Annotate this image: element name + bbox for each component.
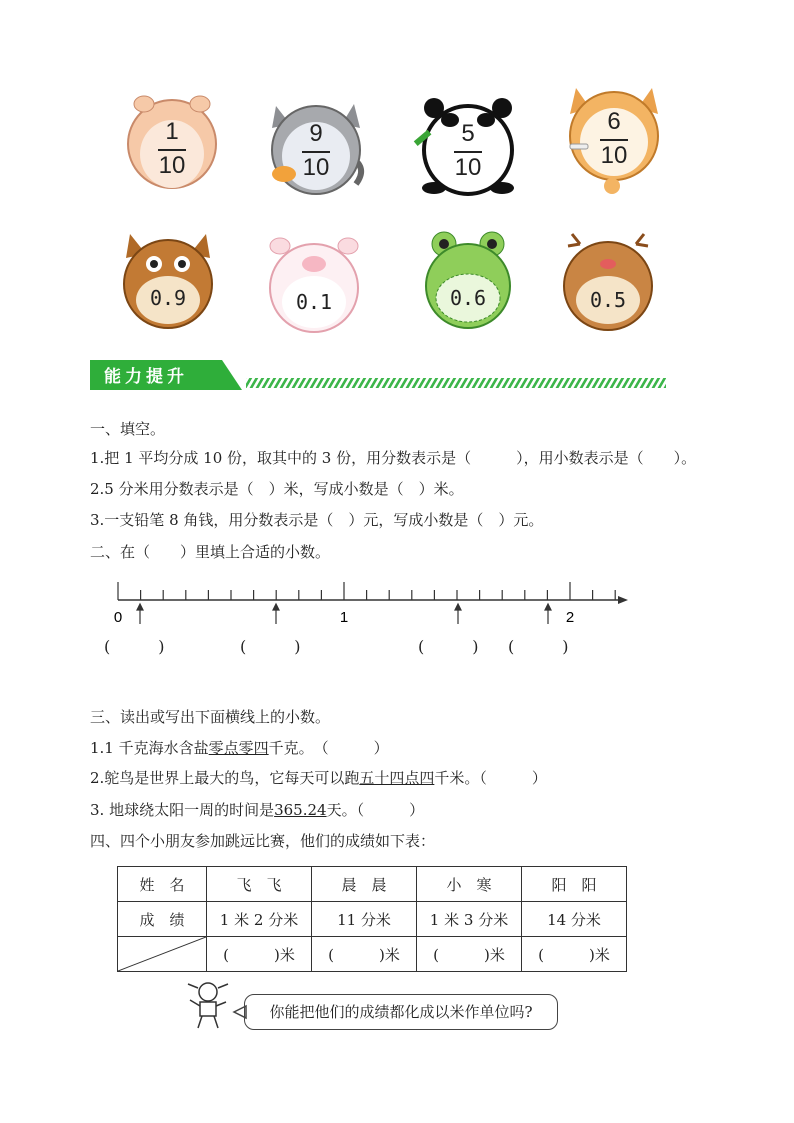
fraction-bar xyxy=(454,151,482,153)
fraction-denominator: 10 xyxy=(600,142,628,169)
score-cell: 11 分米 xyxy=(312,902,417,937)
fraction-denominator: 10 xyxy=(302,154,330,181)
reading-item-3-pre: 3. 地球绕太阳一周的时间是 xyxy=(90,801,275,819)
name-cell: 晨 晨 xyxy=(312,867,417,902)
name-cell: 阳 阳 xyxy=(522,867,627,902)
score-label: 成 绩 xyxy=(118,902,207,937)
reading-item-2 xyxy=(90,767,547,788)
banner-title: 能力提升 xyxy=(104,367,188,387)
fraction-numerator: 9 xyxy=(309,120,323,147)
reading-item-3 xyxy=(90,799,424,820)
frog-decimal-badge xyxy=(420,232,516,328)
fraction-numerator: 6 xyxy=(607,108,621,135)
answer-cell[interactable]: ( )米 xyxy=(522,937,627,972)
fraction-numerator: 1 xyxy=(165,118,179,145)
section-2-title: 二、在（ ）里填上合适的小数。 xyxy=(90,543,331,561)
deer-face-icon xyxy=(560,234,656,330)
number-line-label-2: 2 xyxy=(565,609,575,626)
owl-face-icon xyxy=(120,234,216,330)
diagonal-cell xyxy=(118,937,207,972)
reading-item-1-pre: 1.1 千克海水含盐 xyxy=(90,739,209,757)
pig-decimal-badge xyxy=(266,236,362,332)
table-row-answers xyxy=(118,937,627,972)
reading-item-2-underlined: 五十四点四 xyxy=(359,769,435,787)
deer-decimal-badge xyxy=(560,234,656,330)
table-row-names xyxy=(118,867,627,902)
diagonal-line xyxy=(118,937,206,971)
name-cell: 飞 飞 xyxy=(207,867,312,902)
fraction-denominator: 10 xyxy=(158,152,186,179)
section-3-title: 三、读出或写出下面横线上的小数。 xyxy=(90,708,331,726)
number-line-label-0: 0 xyxy=(113,609,123,626)
number-line-blank-1[interactable]: ( ) xyxy=(104,637,165,656)
dog-fraction-badge xyxy=(566,86,662,182)
decimal-value: 0.5 xyxy=(589,288,627,312)
answer-cell[interactable]: ( )米 xyxy=(417,937,522,972)
answer-cell[interactable]: ( )米 xyxy=(312,937,417,972)
pig-face-icon xyxy=(266,236,362,332)
child-cartoon-icon xyxy=(184,980,232,1030)
fraction-bar xyxy=(158,149,186,151)
fraction-bar xyxy=(600,139,628,141)
fraction-numerator: 5 xyxy=(461,120,475,147)
reading-item-2-pre: 2.鸵鸟是世界上最大的鸟，它每天可以跑 xyxy=(90,769,360,787)
answer-cell[interactable]: ( )米 xyxy=(207,937,312,972)
score-cell: 1 米 3 分米 xyxy=(417,902,522,937)
decimal-value: 0.9 xyxy=(149,286,187,310)
pig-fraction-badge xyxy=(124,94,220,190)
decimal-value: 0.6 xyxy=(449,286,487,310)
number-line-label-1: 1 xyxy=(339,609,349,626)
reading-item-1-post: 千克。 （ ） xyxy=(268,739,389,757)
fraction-bar xyxy=(302,151,330,153)
number-line-blank-3[interactable]: ( ) xyxy=(418,637,479,656)
decimal-value: 0.1 xyxy=(295,290,333,314)
name-cell: 小 寒 xyxy=(417,867,522,902)
reading-item-1 xyxy=(90,737,389,758)
number-line-blank-4[interactable]: ( ) xyxy=(508,637,569,656)
section-1-title: 一、填空。 xyxy=(90,420,166,438)
reading-item-1-underlined: 零点零四 xyxy=(208,739,269,757)
score-cell: 14 分米 xyxy=(522,902,627,937)
score-cell: 1 米 2 分米 xyxy=(207,902,312,937)
speech-bubble: 你能把他们的成绩都化成以米作单位吗? xyxy=(244,994,558,1030)
table-row-scores xyxy=(118,902,627,937)
question-1-3: 3.一支铅笔 8 角钱，用分数表示是（ ）元，写成小数是（ ）元。 xyxy=(90,511,544,529)
cat-fraction-badge xyxy=(268,98,364,194)
number-line xyxy=(100,578,640,630)
question-1-2: 2.5 分米用分数表示是（ ）米，写成小数是（ ）米。 xyxy=(90,480,464,498)
owl-decimal-badge xyxy=(120,234,216,330)
section-4-title: 四、四个小朋友参加跳远比赛，他们的成绩如下表： xyxy=(90,832,436,850)
score-table xyxy=(117,866,627,972)
reading-item-3-underlined: 365.24 xyxy=(274,801,327,819)
table-header-label: 姓 名 xyxy=(118,867,207,902)
question-1-1: 1.把 1 平均分成 10 份，取其中的 3 份，用分数表示是（ ），用小数表示是（ ）。 xyxy=(90,449,697,467)
frog-face-icon xyxy=(420,232,516,328)
reading-item-3-post: 天。（ ） xyxy=(326,801,425,819)
fraction-denominator: 10 xyxy=(454,154,482,181)
reading-item-2-post: 千米。（ ） xyxy=(434,769,547,787)
number-line-blank-2[interactable]: ( ) xyxy=(240,637,301,656)
panda-fraction-badge xyxy=(420,98,516,194)
